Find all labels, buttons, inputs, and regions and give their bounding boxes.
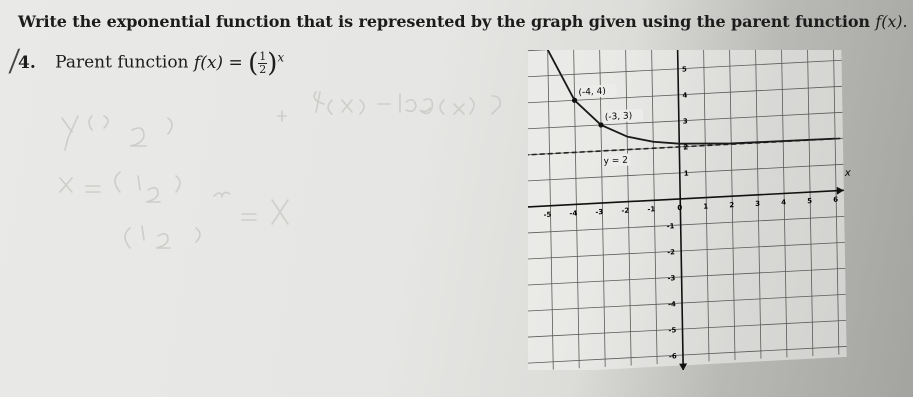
y-tick-label: 2	[683, 143, 689, 152]
x-tick-label: 6	[833, 195, 839, 204]
y-tick-label: -4	[668, 300, 676, 309]
x-tick-label: -4	[569, 209, 578, 218]
y-tick-label: -3	[667, 274, 676, 283]
y-tick-label: -5	[668, 326, 677, 335]
x-axis-label: x	[844, 167, 851, 179]
y-axis-arrow-down	[679, 363, 687, 370]
x-tick-label: 4	[781, 198, 787, 207]
x-tick-label: -1	[647, 205, 656, 214]
y-tick-label: 5	[681, 65, 687, 74]
handwritten-check-mark: ⁄	[8, 44, 21, 80]
y-tick-label: -6	[668, 352, 677, 361]
problem-text: Parent function	[55, 52, 189, 73]
y-tick-label: -1	[666, 222, 675, 231]
x-tick-label: -3	[595, 207, 604, 217]
fraction: $\frac{1}{2}$	[259, 49, 267, 76]
x-tick-label: 2	[729, 201, 735, 210]
instruction-function-label: f(x).	[875, 12, 908, 31]
y-tick-label: 1	[683, 169, 689, 178]
parent-function-formula: f(x) = ( $\frac{1}{2}$ )$^x$	[193, 48, 285, 78]
x-tick-label: 1	[703, 202, 709, 211]
y-tick-label: -2	[667, 248, 676, 257]
y-tick-label: 4	[682, 91, 688, 100]
instruction-body: Write the exponential function that is represented by the graph given using the parent function	[18, 12, 870, 31]
annotation-label: y = 2	[603, 155, 628, 167]
x-tick-label: 5	[807, 197, 813, 206]
x-tick-label: 3	[755, 199, 761, 208]
graph-panel	[528, 50, 868, 374]
annotation-label: (-3, 3)	[604, 111, 633, 123]
coordinate-graph	[528, 50, 868, 370]
exponent: x	[277, 49, 285, 64]
x-tick-label: -5	[543, 210, 552, 220]
x-tick-label: 0	[677, 203, 683, 213]
problem-number: ⁄ 4.	[8, 44, 36, 80]
x-tick-label: -2	[621, 206, 630, 216]
y-tick-label: 3	[682, 117, 688, 126]
annotation-label: (-4, 4)	[578, 86, 606, 99]
